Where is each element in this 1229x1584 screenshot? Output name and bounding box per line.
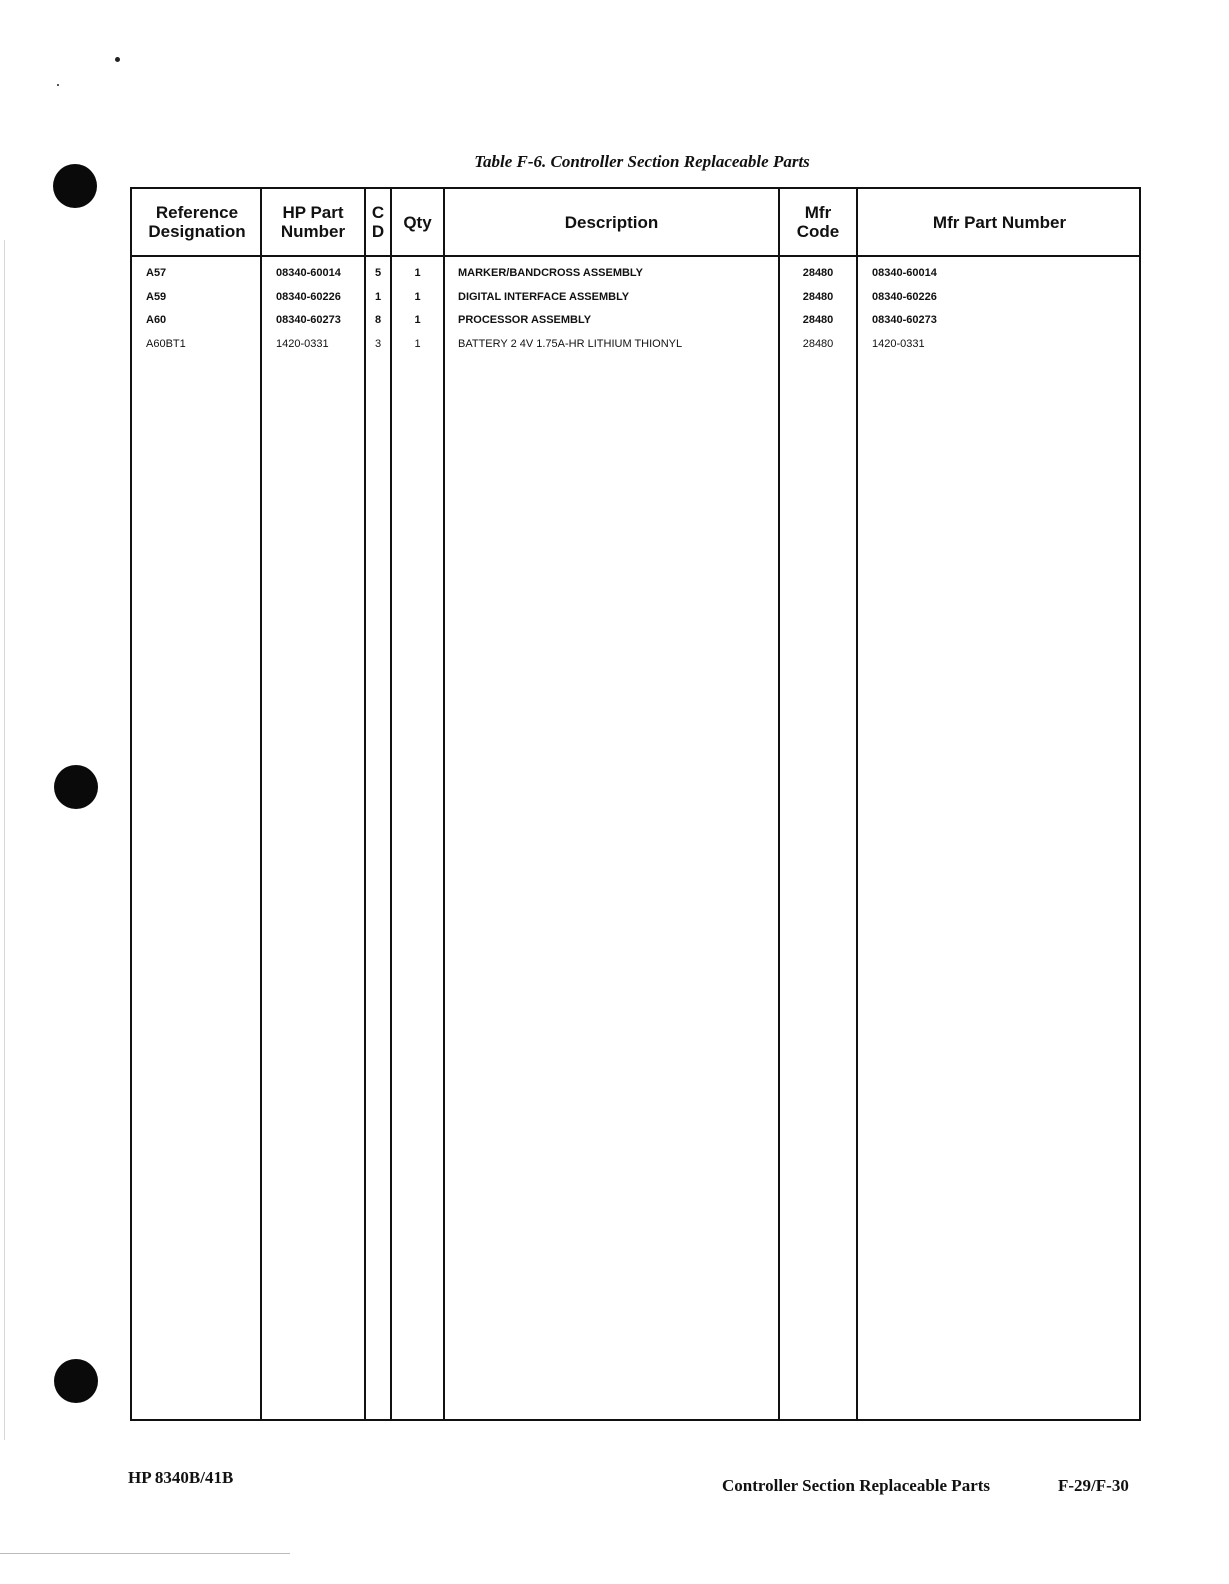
page-edge: [4, 240, 5, 1440]
column-divider: [260, 189, 262, 1419]
page-bottom-edge: [0, 1553, 290, 1554]
header-mfr-code: Mfr Code: [796, 203, 840, 241]
table-row: [132, 263, 1139, 283]
cell-description: MARKER/BANDCROSS ASSEMBLY: [458, 267, 643, 279]
cell-mfr-part-number: 1420-0331: [872, 338, 925, 350]
cell-mfr-code: 28480: [802, 314, 834, 326]
cell-qty: 1: [414, 314, 421, 326]
cell-cd: 3: [374, 338, 382, 350]
footer-page-number: F-29/F-30: [1058, 1476, 1129, 1495]
column-divider: [390, 189, 392, 1419]
table-row: [132, 334, 1139, 354]
cell-hp-part-number: 08340-60014: [276, 267, 341, 279]
cell-mfr-part-number: 08340-60226: [872, 291, 937, 303]
parts-table: [130, 187, 1141, 1421]
scan-speck: [57, 84, 59, 86]
cell-reference: A59: [146, 291, 167, 303]
column-divider: [778, 189, 780, 1419]
header-description: Description: [564, 212, 659, 232]
cell-mfr-part-number: 08340-60014: [872, 267, 937, 279]
scan-speck: [115, 57, 120, 62]
header-qty: Qty: [403, 212, 432, 232]
cell-hp-part-number: 1420-0331: [276, 338, 329, 350]
column-divider: [443, 189, 445, 1419]
cell-cd: 5: [374, 267, 382, 279]
table-caption: Table F-6. Controller Section Replaceable Parts: [474, 152, 810, 171]
cell-reference: A60: [146, 314, 167, 326]
header-mfr-part-number: Mfr Part Number: [932, 212, 1067, 232]
cell-mfr-code: 28480: [802, 291, 834, 303]
cell-qty: 1: [414, 338, 421, 350]
table-row: [132, 287, 1139, 307]
header-reference-designation: Reference Designation: [148, 203, 246, 241]
cell-cd: 1: [374, 291, 382, 303]
cell-reference: A57: [146, 267, 167, 279]
footer-model: HP 8340B/41B: [128, 1468, 234, 1487]
footer-section-title: Controller Section Replaceable Parts: [722, 1476, 991, 1495]
table-row: [132, 310, 1139, 330]
cell-mfr-code: 28480: [802, 338, 834, 350]
cell-description: BATTERY 2 4V 1.75A-HR LITHIUM THIONYL: [458, 338, 683, 350]
cell-qty: 1: [414, 267, 421, 279]
table-header: [132, 189, 1139, 257]
cell-reference: A60BT1: [146, 338, 186, 350]
binder-hole-middle: [54, 765, 98, 809]
cell-description: DIGITAL INTERFACE ASSEMBLY: [458, 291, 630, 303]
cell-description: PROCESSOR ASSEMBLY: [458, 314, 592, 326]
header-hp-part-number: HP Part Number: [280, 203, 346, 241]
binder-hole-bottom: [54, 1359, 98, 1403]
cell-cd: 8: [374, 314, 382, 326]
cell-hp-part-number: 08340-60273: [276, 314, 341, 326]
cell-hp-part-number: 08340-60226: [276, 291, 341, 303]
cell-mfr-code: 28480: [802, 267, 834, 279]
cell-mfr-part-number: 08340-60273: [872, 314, 937, 326]
cell-qty: 1: [414, 291, 421, 303]
column-divider: [364, 189, 366, 1419]
header-cd: C D: [371, 203, 385, 241]
column-divider: [856, 189, 858, 1419]
